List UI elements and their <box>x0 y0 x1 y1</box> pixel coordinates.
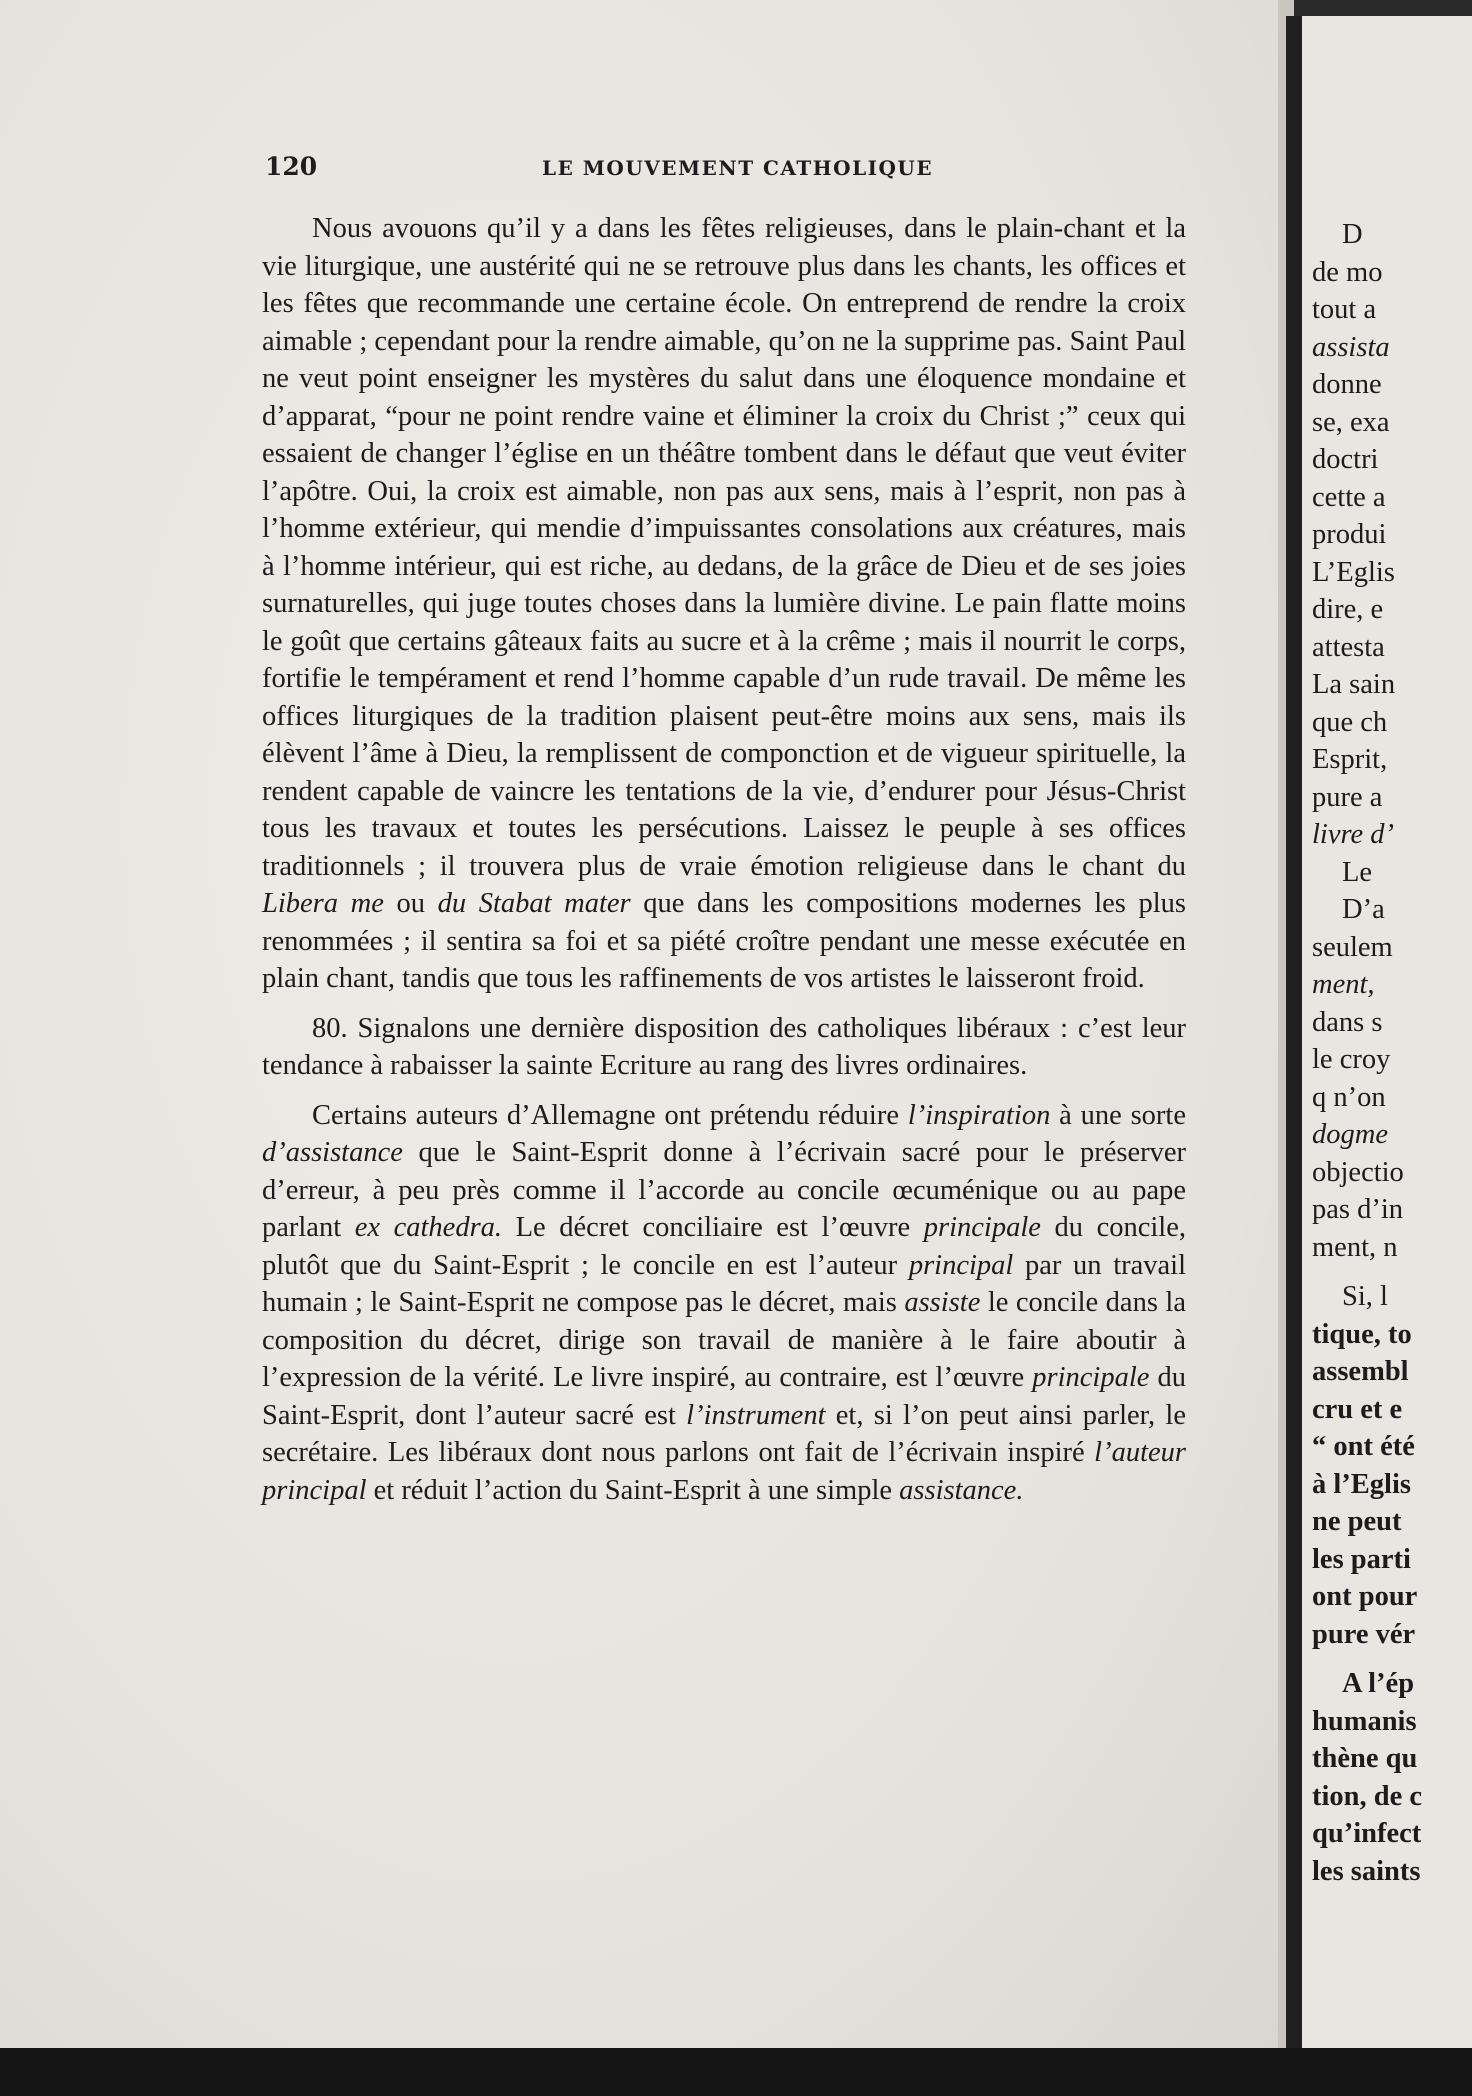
right-line: attesta <box>1312 631 1385 663</box>
text-run: et réduit l’action du Saint-Esprit à une simple <box>366 1474 900 1506</box>
right-line: Si, l <box>1342 1281 1388 1312</box>
right-line: seulem <box>1312 931 1393 963</box>
text-run: le concile dans la composition du décret, dirige son travail de manière à le faire aboutir à l’expression de la vérité. Le livre inspiré, au contraire, est l’œuvre <box>262 1287 1186 1393</box>
right-line: pas d’in <box>1312 1194 1404 1225</box>
right-line: “ ont été <box>1312 1431 1415 1462</box>
italic-run: Libera me <box>262 888 384 919</box>
scan-bottom-edge <box>0 2048 1472 2096</box>
right-line: tion, de c <box>1312 1780 1423 1812</box>
right-page-fragment <box>1302 16 1472 2048</box>
right-line: produi <box>1312 519 1387 550</box>
right-line: de mo <box>1312 256 1383 288</box>
right-line: q n’on <box>1312 1081 1386 1113</box>
right-line: qu’infect <box>1312 1818 1422 1849</box>
text-run: à une sorte <box>1050 1099 1186 1131</box>
right-line: objectio <box>1312 1156 1404 1188</box>
italic-run: principale <box>1032 1362 1150 1393</box>
right-line: ne peut <box>1312 1506 1402 1537</box>
paragraph-80: 80. Signalons une dernière disposition des catholiques libéraux : c’est leur tendance à rabaisser la sainte Ecriture au rang des livres ordinaires. <box>262 1012 1186 1081</box>
right-line: humanis <box>1312 1705 1417 1737</box>
right-line: pure a <box>1312 781 1383 813</box>
paragraph-festivals <box>262 210 1186 998</box>
right-line: que ch <box>1312 706 1388 738</box>
right-line: Esprit, <box>1312 744 1388 775</box>
right-line: cru et e <box>1312 1393 1403 1425</box>
right-line: D’a <box>1342 894 1385 925</box>
italic-run: assiste <box>904 1287 981 1318</box>
right-line: ment, n <box>1312 1231 1398 1263</box>
right-line: ont pour <box>1312 1581 1418 1612</box>
right-line: thène qu <box>1312 1743 1418 1774</box>
right-line: livre d’ <box>1312 819 1395 850</box>
right-line: se, exa <box>1312 406 1390 438</box>
right-line: La sain <box>1312 669 1396 700</box>
text-run: ou <box>383 888 438 919</box>
italic-run: l’instrument <box>686 1399 826 1431</box>
text-run: du concile, plutôt que du Saint-Esprit ; le concile en est l’auteur <box>262 1212 1186 1281</box>
italic-run: ex cathedra. <box>354 1212 503 1243</box>
page-header <box>265 152 1185 192</box>
text-run: et, si l’on peut ainsi parler, le secrétaire. Les libéraux dont nous parlons ont fait de l’écrivain inspiré <box>262 1399 1186 1468</box>
running-title: LE MOUVEMENT CATHOLIQUE <box>542 156 934 180</box>
paragraph-inspiration <box>262 1097 1186 1510</box>
text-run: du Saint-Esprit, dont l’auteur sacré est <box>262 1362 1187 1431</box>
right-line: A l’ép <box>1342 1668 1415 1699</box>
right-line: tout a <box>1312 294 1377 325</box>
right-line: ment, <box>1312 969 1375 1000</box>
right-line: à l’Eglis <box>1312 1468 1411 1500</box>
right-line: Le <box>1342 856 1373 888</box>
page-number: 120 <box>265 152 318 181</box>
right-line: donne <box>1312 369 1382 400</box>
right-line: assista <box>1312 331 1390 363</box>
italic-run: l’auteur principal <box>262 1437 1186 1506</box>
right-line: L’Eglis <box>1312 556 1395 588</box>
text-run: Certains auteurs d’Allemagne ont prétendu réduire <box>312 1099 908 1131</box>
italic-run: principal <box>908 1249 1014 1281</box>
right-line: pure vér <box>1312 1618 1416 1650</box>
right-line: cette a <box>1312 481 1386 513</box>
italic-run: principale <box>923 1212 1041 1243</box>
right-line: le croy <box>1312 1044 1391 1075</box>
italic-run: assistance. <box>899 1474 1024 1506</box>
text-run: Nous avouons qu’il y a dans les fêtes religieuses, dans le plain-chant et la vie liturgique, une austérité qui ne se retrouve plus dans les chants, les offices et les fêtes que recommande une certaine école. On entreprend de rendre la croix aimable ; cependant pour la rendre aimable, qu’on ne la supprime pas. Saint Paul ne veut point enseigner les mystères du salut dans une éloquence mondaine et d’apparat, “pour ne point rendre vaine et éliminer la croix du Christ ;” ceux qui essaient de changer l’église en un théâtre tombent dans le défaut que veut éviter l’apôtre. Oui, la croix est aimable, non pas aux sens, mais à l’esprit, non pas à l’homme extérieur, qui mendie d’impuissantes consolations aux créatures, mais à l’homme intérieur, qui est riche, au dedans, de la grâce de Dieu et de ses joies surnaturelles, qui juge toutes choses dans la lumière divine. Le pain flatte moins le goût que certains gâteaux faits au sucre et à la crême ; mais il nourrit le corps, fortifie le tempérament et rend l’homme capable d’un rude travail. De même les offices liturgiques de la tradition plaisent peut-être moins aux sens, mais ils élèvent l’âme à Dieu, la remplissent de componction et de vigueur spirituelle, la rendent capable de vaincre les tentations de la vie, d’endurer pour Jésus-Christ tous les travaux et toutes les persécutions. Laissez le peuple à ses offices traditionnels ; il trouvera plus de vraie émotion religieuse dans le chant du <box>262 213 1186 882</box>
right-line: D <box>1342 219 1363 250</box>
text-run: par un travail humain ; le Saint-Esprit ne compose pas le décret, mais <box>262 1249 1187 1318</box>
right-line: dire, e <box>1312 594 1384 625</box>
italic-run: du Stabat mater <box>437 888 631 919</box>
body-text <box>262 210 1186 1509</box>
right-line: dogme <box>1312 1119 1388 1150</box>
italic-run: d’assistance <box>262 1137 403 1168</box>
binding-shadow <box>1286 16 1302 2048</box>
right-line: les parti <box>1312 1543 1411 1575</box>
right-line: tique, to <box>1312 1318 1412 1350</box>
right-line: doctri <box>1312 444 1379 475</box>
right-line: les saints <box>1312 1855 1421 1887</box>
text-run: que le Saint-Esprit donne à l’écrivain sacré pour le préserver d’erreur, à peu près comme il l’accorde au concile œcuménique ou au pape parlant <box>262 1137 1186 1243</box>
right-line: assembl <box>1312 1356 1409 1387</box>
right-page-lines <box>1312 216 1472 1890</box>
text-run: Le décret conciliaire est l’œuvre <box>502 1212 924 1243</box>
italic-run: l’inspiration <box>907 1099 1051 1131</box>
text-run: que dans les compositions modernes les plus renommées ; il sentira sa foi et sa piété croître pendant une messe exécutée en plain chant, tandis que tous les raffinements de vos artistes le laisseront froid. <box>262 888 1186 994</box>
right-line: dans s <box>1312 1006 1383 1038</box>
